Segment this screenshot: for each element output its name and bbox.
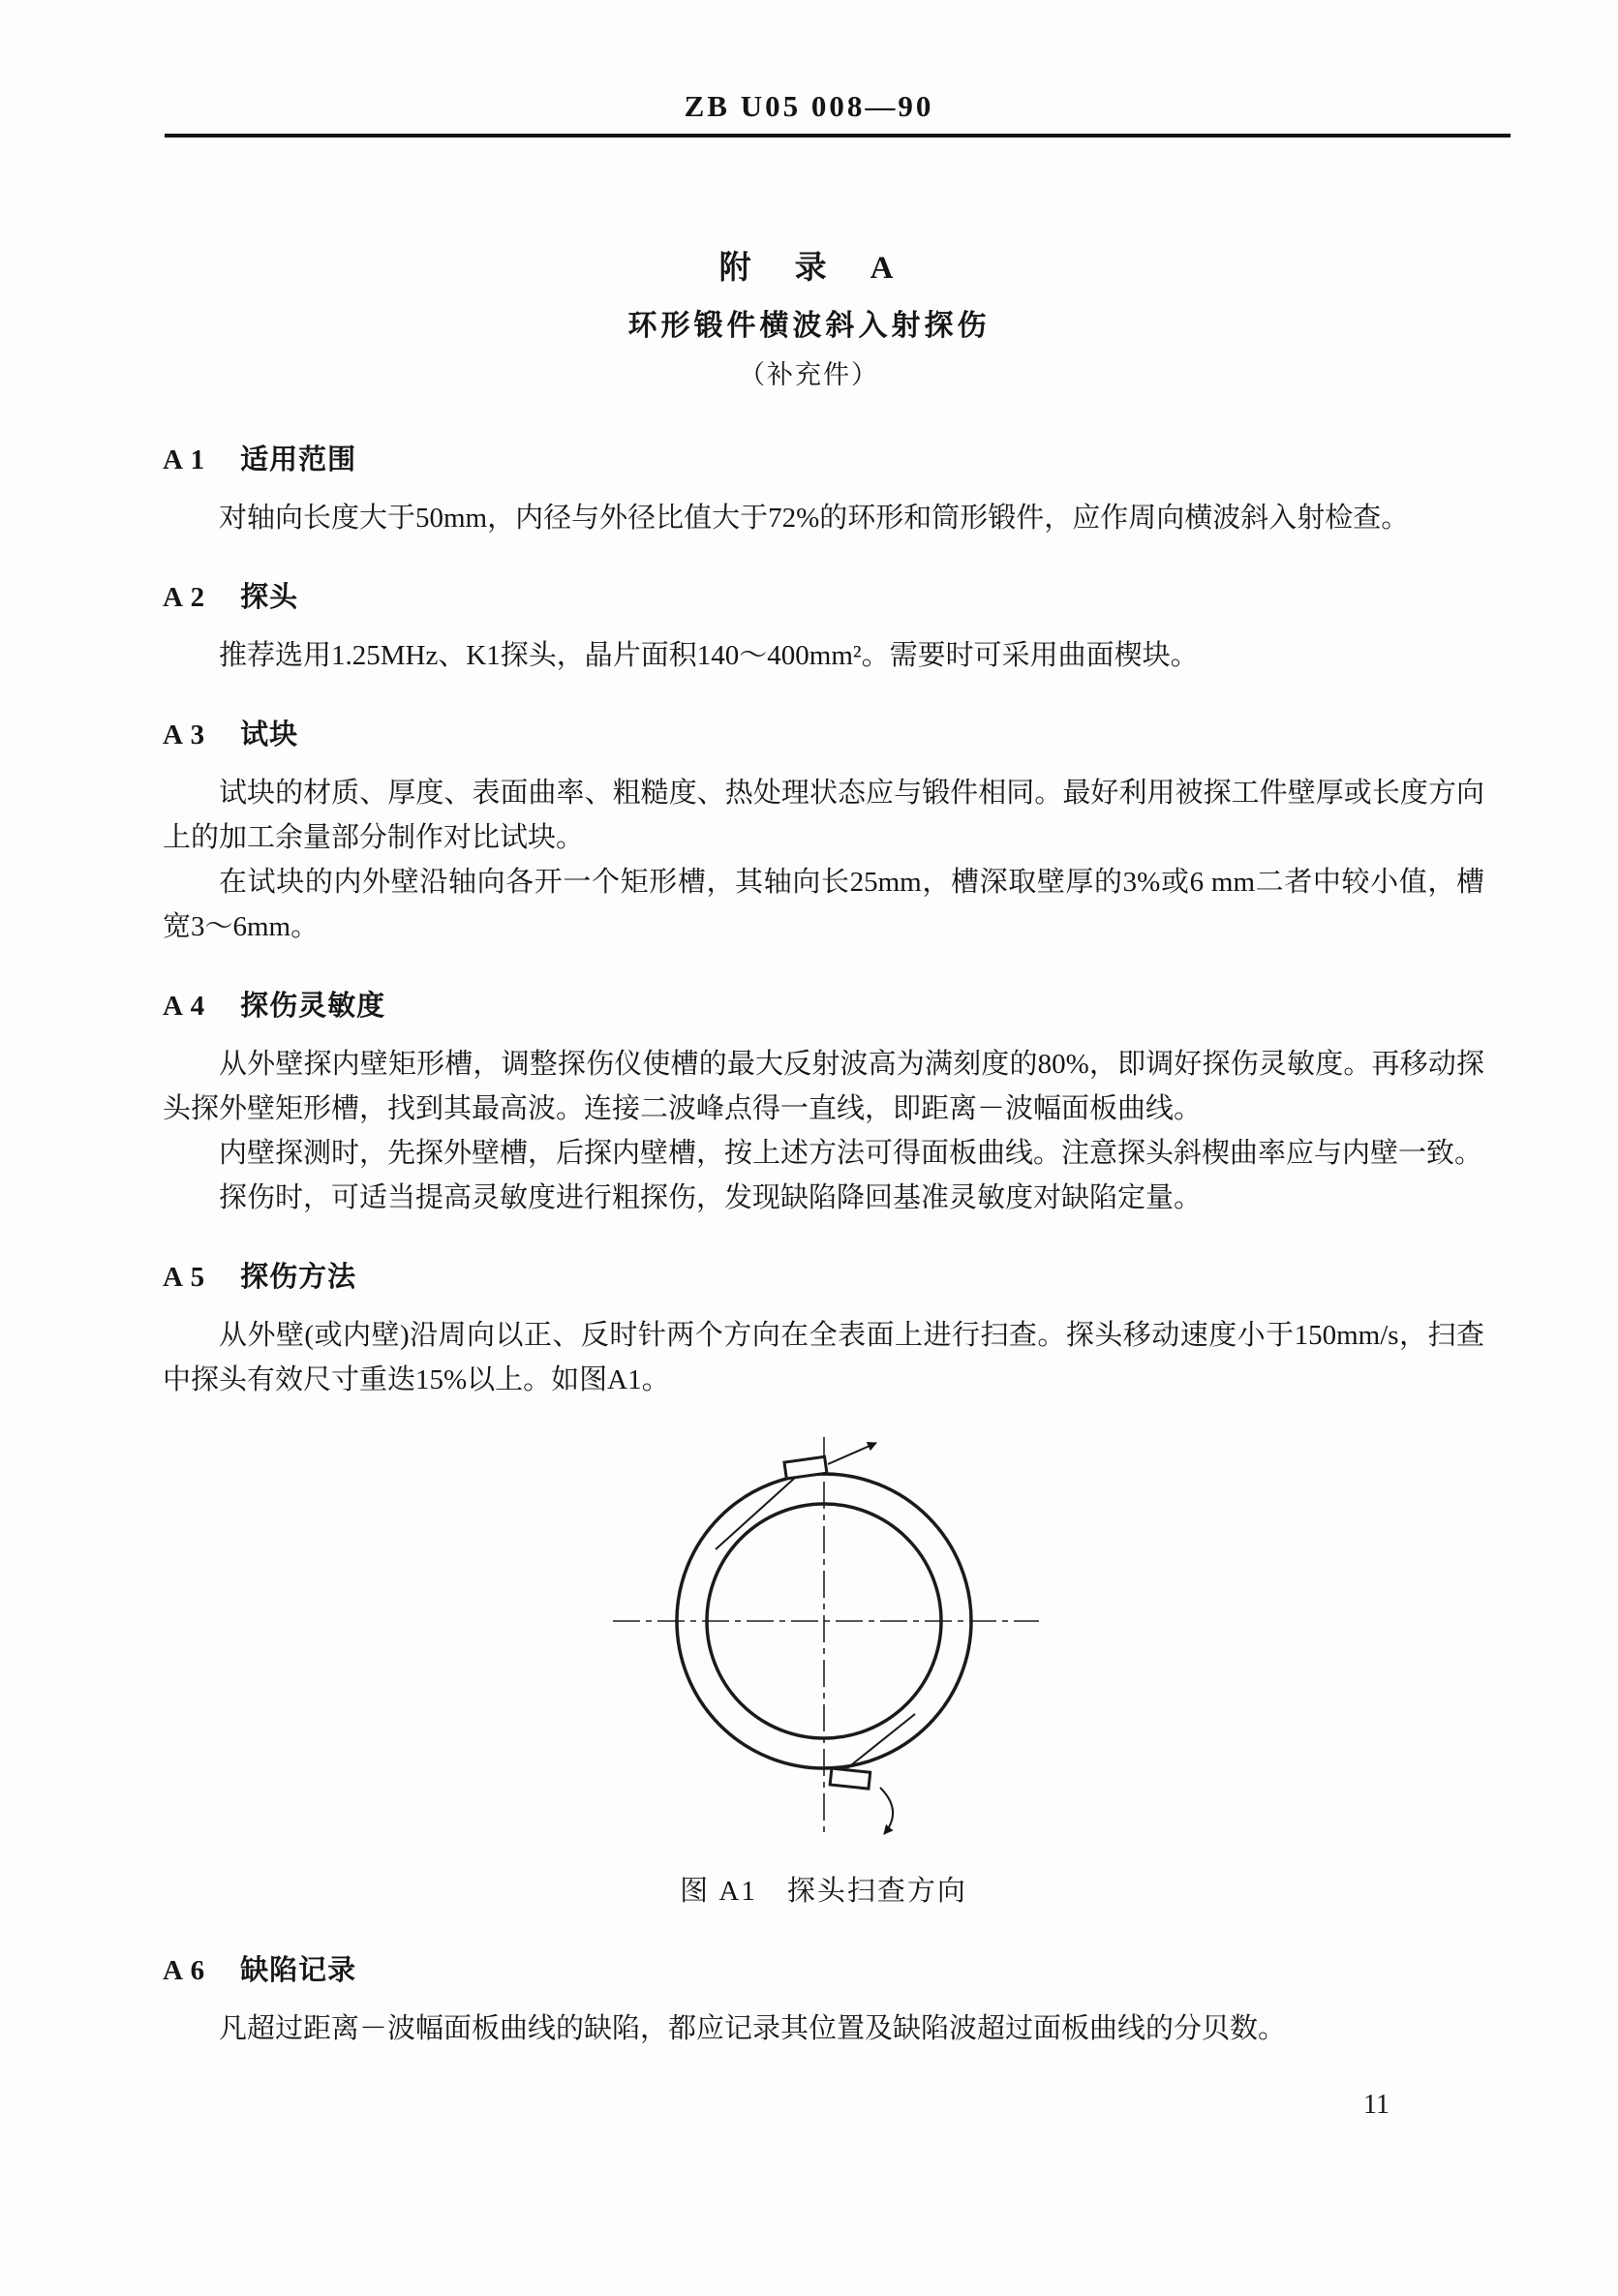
scan-arrow-top [828, 1443, 876, 1464]
paragraph: 从外壁探内壁矩形槽，调整探伤仪使槽的最大反射波高为满刻度的80%，即调好探伤灵敏度。再移动探头探外壁矩形槽，找到其最高波。连接二波峰点得一直线，即距离－波幅面板曲线。 [163, 1049, 1484, 1124]
appendix-title-block [0, 242, 1618, 391]
section-title: 缺陷记录 [240, 1955, 357, 1986]
section-heading-a1 [163, 438, 1484, 482]
section-title: 探头 [240, 582, 299, 613]
paragraph: 从外壁(或内壁)沿周向以正、反时针两个方向在全表面上进行扫查。探头移动速度小于150mm/s，扫查中探头有效尺寸重迭15%以上。如图A1。 [163, 1320, 1484, 1395]
appendix-subtitle: 环形锻件横波斜入射探伤 [627, 310, 991, 342]
section-number: A 6 [163, 1955, 206, 1986]
section-heading-a6 [163, 1948, 1484, 1993]
paragraph: 凡超过距离－波幅面板曲线的缺陷，都应记录其位置及缺陷波超过面板曲线的分贝数。 [219, 2013, 1287, 2044]
probe-bottom [830, 1768, 870, 1789]
appendix-title: 附 录 A [718, 251, 900, 286]
ring-scan-diagram [553, 1427, 1095, 1844]
document-body [163, 438, 1484, 2051]
header-rule [165, 134, 1511, 138]
paragraph: 探伤时，可适当提高灵敏度进行粗探伤，发现缺陷降回基准灵敏度对缺陷定量。 [219, 1182, 1203, 1213]
paragraph: 推荐选用1.25MHz、K1探头，晶片面积140～400mm²。需要时可采用曲面楔块。 [219, 640, 1199, 671]
page-number: 11 [1363, 2090, 1389, 2120]
appendix-note: （补充件） [739, 360, 879, 389]
figure-caption: 图 A1 探头扫查方向 [680, 1876, 967, 1907]
paragraph: 内壁探测时，先探外壁槽，后探内壁槽，按上述方法可得面板曲线。注意探头斜楔曲率应与内壁一致。 [219, 1138, 1483, 1169]
document-standard-number: ZB U05 008—90 [684, 89, 934, 123]
section-number: A 3 [163, 719, 206, 750]
section-number: A 4 [163, 991, 206, 1022]
section-title: 适用范围 [240, 444, 357, 475]
section-heading-a2 [163, 575, 1484, 620]
paragraph: 对轴向长度大于50mm，内径与外径比值大于72%的环形和筒形锻件，应作周向横波斜入射检查。 [219, 503, 1410, 534]
paragraph: 在试块的内外壁沿轴向各开一个矩形槽，其轴向长25mm，槽深取壁厚的3%或6 mm二者中较小值，槽宽3～6mm。 [163, 867, 1484, 942]
section-number: A 2 [163, 582, 206, 613]
figure-a1 [163, 1427, 1484, 1913]
section-title: 探伤灵敏度 [240, 991, 386, 1022]
section-title: 探伤方法 [240, 1262, 357, 1293]
scan-arrow-bottom [880, 1788, 893, 1834]
paragraph: 试块的材质、厚度、表面曲率、粗糙度、热处理状态应与锻件相同。最好利用被探工件壁厚或长度方向上的加工余量部分制作对比试块。 [163, 778, 1484, 853]
section-title: 试块 [240, 719, 299, 750]
section-heading-a5 [163, 1255, 1484, 1300]
beam-line-top [716, 1478, 795, 1549]
section-heading-a3 [163, 713, 1484, 757]
section-number: A 1 [163, 444, 206, 475]
section-heading-a4 [163, 984, 1484, 1028]
section-number: A 5 [163, 1262, 206, 1293]
